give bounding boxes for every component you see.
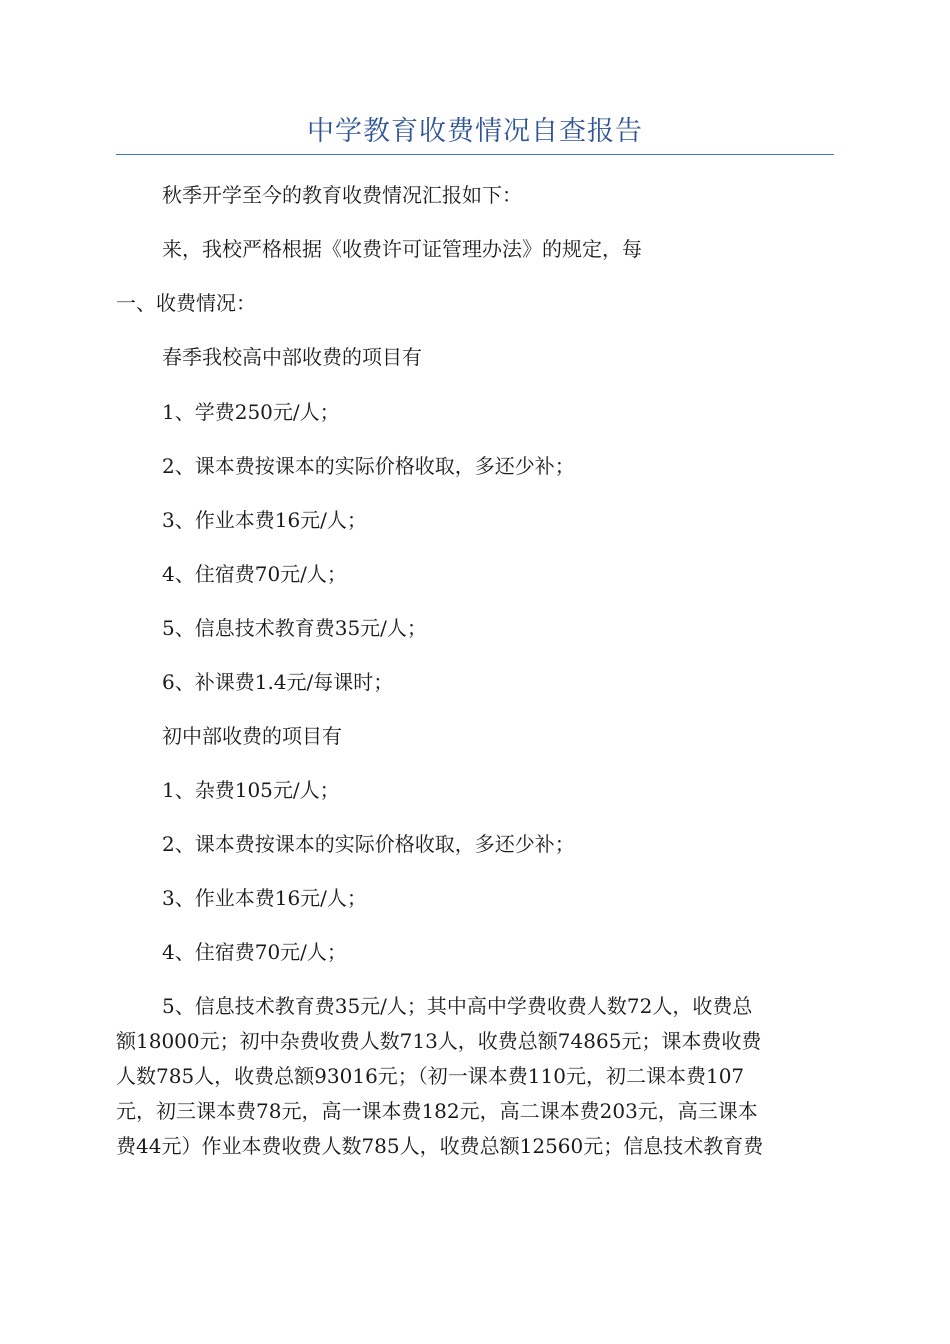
list-item: 1、学费250元/人； xyxy=(162,400,340,424)
paragraph-line: 费44元）作业本费收费人数785人，收费总额12560元；信息技术教育费 xyxy=(116,1134,764,1158)
paragraph-line: 人数785人，收费总额93016元；（初一课本费110元，初二课本费107 xyxy=(116,1064,745,1088)
intro-line: 秋季开学至今的教育收费情况汇报如下： xyxy=(162,183,522,207)
fee-summary-paragraph xyxy=(116,989,834,1164)
list-item: 4、住宿费70元/人； xyxy=(162,562,347,586)
paragraph-line: 5、信息技术教育费35元/人；其中高中学费收费人数72人，收费总 xyxy=(162,994,753,1018)
document-title: 中学教育收费情况自查报告 xyxy=(307,116,643,147)
high-school-heading: 春季我校高中部收费的项目有 xyxy=(162,345,422,369)
list-item: 6、补课费1.4元/每课时； xyxy=(162,670,394,694)
list-item: 3、作业本费16元/人； xyxy=(162,508,367,532)
list-item: 4、住宿费70元/人； xyxy=(162,940,347,964)
middle-school-heading: 初中部收费的项目有 xyxy=(162,724,342,748)
list-item: 2、课本费按课本的实际价格收取，多还少补； xyxy=(162,454,575,478)
title-underline xyxy=(116,154,834,155)
paragraph-line: 额18000元；初中杂费收费人数713人，收费总额74865元；课本费收费 xyxy=(116,1029,762,1053)
list-item: 1、杂费105元/人； xyxy=(162,778,340,802)
regulation-line: 来，我校严格根据《收费许可证管理办法》的规定，每 xyxy=(162,237,642,261)
section-heading: 一、收费情况： xyxy=(116,291,256,315)
list-item: 2、课本费按课本的实际价格收取，多还少补； xyxy=(162,832,575,856)
paragraph-line: 元，初三课本费78元，高一课本费182元，高二课本费203元，高三课本 xyxy=(116,1099,758,1123)
list-item: 5、信息技术教育费35元/人； xyxy=(162,616,427,640)
list-item: 3、作业本费16元/人； xyxy=(162,886,367,910)
